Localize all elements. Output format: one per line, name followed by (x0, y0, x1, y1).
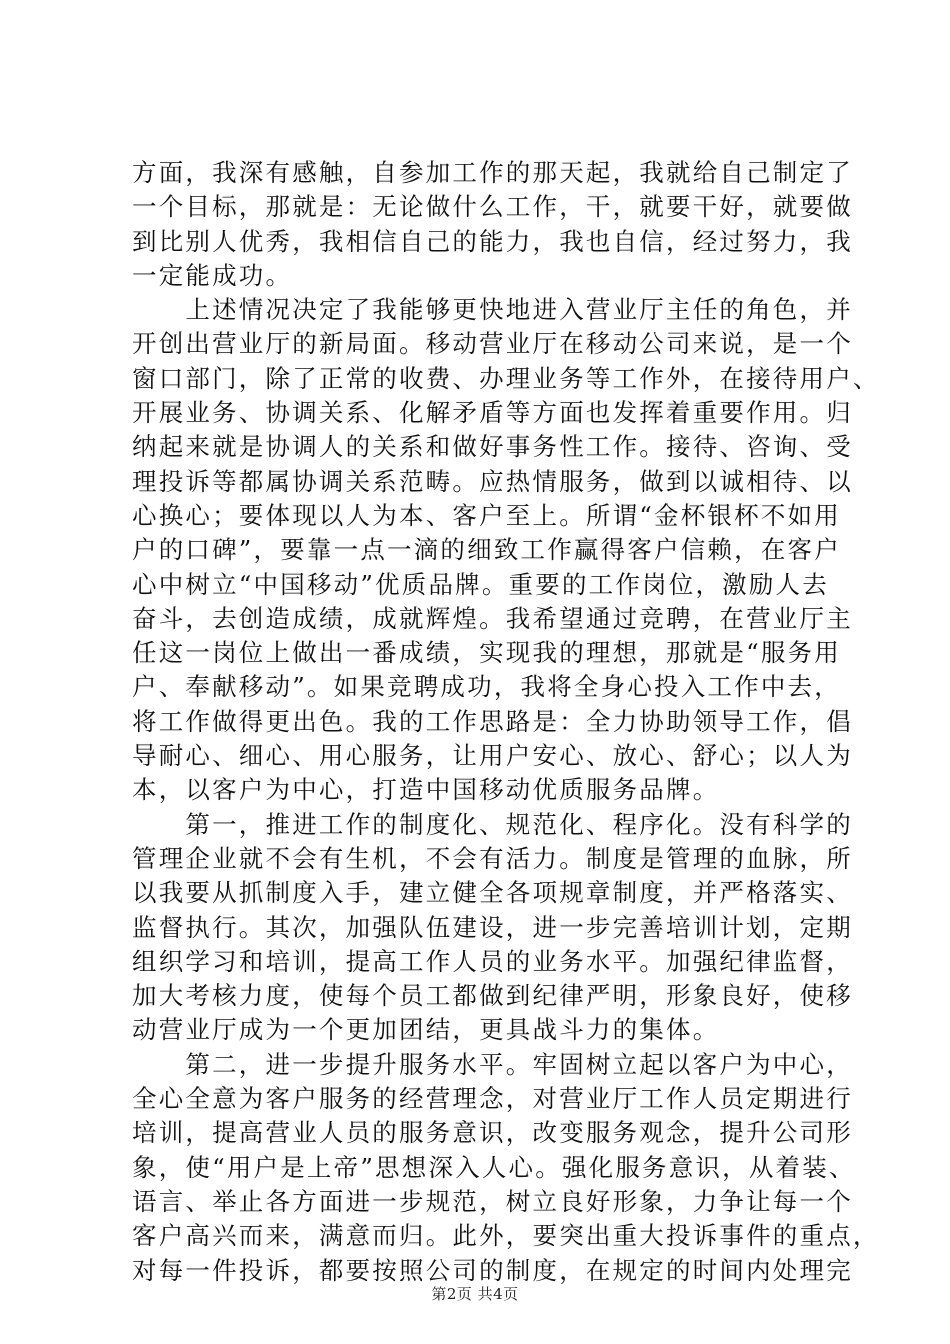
text-line: 语言、举止各方面进一步规范，树立良好形象，力争让每一个 (132, 1186, 853, 1216)
text-line: 一定能成功。 (132, 260, 293, 290)
body-text (132, 156, 880, 1288)
text-line: 动营业厅成为一个更加团结，更具战斗力的集体。 (132, 1015, 720, 1045)
text-line: 户的口碑”，要靠一点一滴的细致工作赢得客户信赖，在客户 (132, 535, 841, 565)
text-line: 心换心；要体现以人为本、客户至上。所谓“金杯银杯不如用 (132, 500, 841, 530)
text-line: 监督执行。其次，加强队伍建设，进一步完善培训计划，定期 (132, 912, 853, 942)
text-line: 理投诉等都属协调关系范畴。应热情服务，做到以诚相待、以 (132, 466, 853, 496)
text-line: 组织学习和培训，提高工作人员的业务水平。加强纪律监督， (132, 946, 853, 976)
text-line: 管理企业就不会有生机，不会有活力。制度是管理的血脉，所 (132, 843, 853, 873)
text-line: 开创出营业厅的新局面。移动营业厅在移动公司来说，是一个 (132, 329, 853, 359)
text-line: 第二，进一步提升服务水平。牢固树立起以客户为中心， (132, 1049, 853, 1079)
text-line: 任这一岗位上做出一番成绩，实现我的理想，那就是“服务用 (132, 638, 841, 668)
text-line: 第一，推进工作的制度化、规范化、程序化。没有科学的 (132, 809, 853, 839)
text-line: 象，使“用户是上帝”思想深入人心。强化服务意识，从着装、 (132, 1152, 856, 1182)
text-line: 户、奉献移动”。如果竞聘成功，我将全身心投入工作中去， (132, 672, 841, 702)
text-line: 本，以客户为中心，打造中国移动优质服务品牌。 (132, 775, 720, 805)
text-line: 纳起来就是协调人的关系和做好事务性工作。接待、咨询、受 (132, 432, 853, 462)
text-line: 将工作做得更出色。我的工作思路是：全力协助领导工作，倡 (132, 706, 853, 736)
text-line: 奋斗，去创造成绩，成就辉煌。我希望通过竞聘，在营业厅主 (132, 603, 853, 633)
text-line: 窗口部门，除了正常的收费、办理业务等工作外，在接待用户、 (132, 363, 880, 393)
text-line: 一个目标，那就是：无论做什么工作，干，就要干好，就要做 (132, 192, 853, 222)
text-line: 导耐心、细心、用心服务，让用户安心、放心、舒心；以人为 (132, 741, 853, 771)
text-line: 开展业务、协调关系、化解矛盾等方面也发挥着重要作用。归 (132, 398, 853, 428)
text-line: 对每一件投诉，都要按照公司的制度，在规定的时间内处理完 (132, 1255, 853, 1285)
page-number: 第2页 共4页 (431, 1285, 519, 1303)
text-line: 以我要从抓制度入手，建立健全各项规章制度，并严格落实、 (132, 878, 853, 908)
text-line: 到比别人优秀，我相信自己的能力，我也自信，经过努力，我 (132, 226, 853, 256)
text-line: 加大考核力度，使每个员工都做到纪律严明，形象良好，使移 (132, 981, 853, 1011)
text-line: 心中树立“中国移动”优质品牌。重要的工作岗位，激励人去 (132, 569, 829, 599)
text-line: 方面，我深有感触，自参加工作的那天起，我就给自己制定了 (132, 158, 853, 187)
text-line: 客户高兴而来，满意而归。此外，要突出重大投诉事件的重点， (132, 1221, 880, 1251)
text-line: 全心全意为客户服务的经营理念，对营业厅工作人员定期进行 (132, 1084, 853, 1114)
text-line: 培训，提高营业人员的服务意识，改变服务观念，提升公司形 (132, 1118, 853, 1148)
text-line: 上述情况决定了我能够更快地进入营业厅主任的角色，并 (132, 295, 853, 325)
